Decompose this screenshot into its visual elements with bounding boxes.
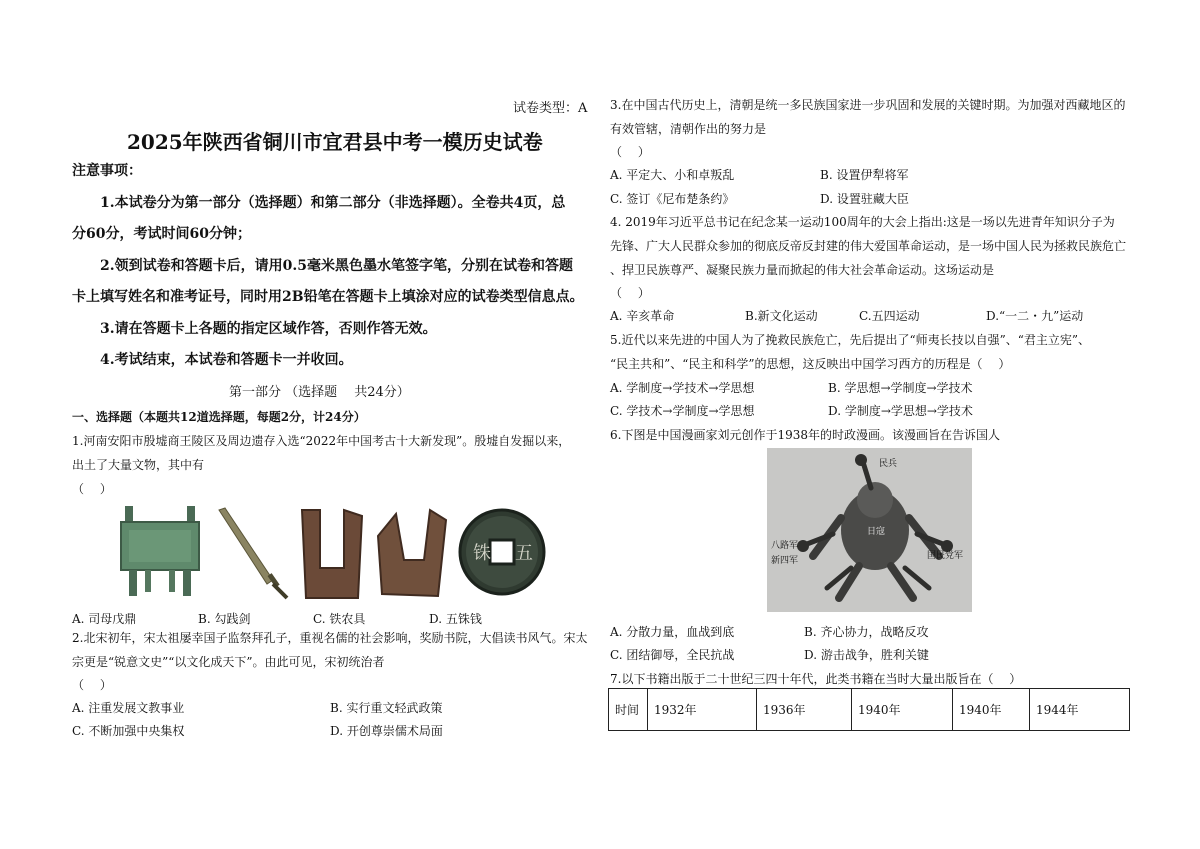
q5-line-2: “民主共和”、“民主和科学”的思想，这反映出中国学习西方的历程是（ ） xyxy=(610,357,1011,371)
iron-tool-1-image xyxy=(296,506,368,602)
q6-option-b: B. 齐心协力，战略反攻 xyxy=(804,625,929,639)
q3-answer-blank: （ ） xyxy=(610,145,650,159)
q4-option-d: D.“一二・九”运动 xyxy=(986,309,1084,323)
q4-line-2: 先锋、广大人民群众参加的彻底反帝反封建的伟大爱国革命运动，是一场中国人民为拯救民族危亡 xyxy=(610,239,1127,253)
q1-option-b: B. 勾践剑 xyxy=(198,612,251,626)
q1-line-1: 1.河南安阳市殷墟商王陵区及周边遗存入选“2022年中国考古十大新发现”。殷墟自发掘以来， xyxy=(72,434,571,448)
q3-line-1: 3.在中国古代历史上，清朝是统一多民族国家进一步巩固和发展的关键时期。为加强对西藏地区的 xyxy=(610,98,1126,112)
q6-option-c: C. 团结御辱，全民抗战 xyxy=(610,648,735,662)
q5-option-d: D. 学制度→学思想→学技术 xyxy=(828,404,973,418)
iron-tool-2-image xyxy=(374,506,450,602)
q5-option-b: B. 学思想→学制度→学技术 xyxy=(828,381,973,395)
ding-image xyxy=(117,504,203,600)
q1-option-a: A. 司母戊鼎 xyxy=(72,612,137,626)
paper-type-label: 试卷类型：A xyxy=(513,101,588,116)
q2-option-c: C. 不断加强中央集权 xyxy=(72,724,185,738)
table-cell: 1944年 xyxy=(1030,689,1130,731)
q6-option-d: D. 游击战争，胜利关键 xyxy=(804,648,929,662)
q1-option-c: C. 铁农具 xyxy=(313,612,366,626)
q3-option-a: A. 平定大、小和卓叛乱 xyxy=(610,168,735,182)
q1-line-2: 出土了大量文物，其中有 xyxy=(72,458,205,472)
q4-option-c: C.五四运动 xyxy=(859,309,920,323)
q7-line-1: 7.以下书籍出版于二十世纪三四十年代，此类书籍在当时大量出版旨在（ ） xyxy=(610,672,1022,686)
q4-answer-blank: （ ） xyxy=(610,286,650,300)
q1-option-d: D. 五铢钱 xyxy=(429,612,482,626)
q2-option-b: B. 实行重文轻武政策 xyxy=(330,701,443,715)
notice-line-2: 分60分，考试时间60分钟； xyxy=(72,226,251,242)
table-cell-header: 时间 xyxy=(609,689,648,731)
table-row xyxy=(609,689,1130,731)
q6-line-1: 6.下图是中国漫画家刘元创作于1938年的时政漫画。该漫画旨在告诉国人 xyxy=(610,428,1000,442)
q4-option-b: B.新文化运动 xyxy=(745,309,818,323)
notice-line-5: 3.请在答题卡上各题的指定区域作答，否则作答无效。 xyxy=(100,321,437,337)
q2-option-a: A. 注重发展文教事业 xyxy=(72,701,185,715)
table-cell: 1940年 xyxy=(953,689,1030,731)
q2-line-2: 宗更是“锐意文史”“以文化成天下”。由此可见，宋初统治者 xyxy=(72,655,385,669)
notice-heading: 注意事项： xyxy=(72,163,142,179)
q2-line-1: 2.北宋初年，宋太祖屡幸国子监祭拜孔子，重视名儒的社会影响，奖励书院，大倡读书风气。宋太 xyxy=(72,631,588,645)
sword-image xyxy=(213,506,293,600)
q5-option-a: A. 学制度→学技术→学思想 xyxy=(610,381,755,395)
political-cartoon-image xyxy=(767,448,972,612)
part1-heading: 第一部分 （选择题 共24分） xyxy=(229,385,410,400)
coin-char-left: 铢 xyxy=(473,543,491,564)
q3-option-c: C. 签订《尼布楚条约》 xyxy=(610,192,735,206)
table-cell: 1932年 xyxy=(648,689,757,731)
cartoon-label-enemy: 日寇 xyxy=(867,527,886,537)
page-title: 2025年陕西省铜川市宜君县中考一模历史试卷 xyxy=(127,130,543,154)
q3-line-2: 有效管辖，清朝作出的努力是 xyxy=(610,122,767,136)
q5-option-c: C. 学技术→学制度→学思想 xyxy=(610,404,755,418)
section-heading: 一、选择题（本题共12道选择题，每题2分，计24分） xyxy=(72,410,366,424)
wuzhu-coin-image xyxy=(457,502,547,606)
q4-option-a: A. 辛亥革命 xyxy=(610,309,675,323)
cartoon-label-new-fourth-army: 新四军 xyxy=(771,556,799,566)
cartoon-label-kmt-army: 国民党军 xyxy=(927,551,964,561)
q5-line-1: 5.近代以来先进的中国人为了挽救民族危亡，先后提出了“师夷长技以自强”、“君主立宪”、 xyxy=(610,333,1090,347)
table-cell: 1940年 xyxy=(852,689,953,731)
q1-answer-blank: （ ） xyxy=(72,482,112,496)
q4-line-3: 、捍卫民族尊严、凝聚民族力量而掀起的伟大社会革命运动。这场运动是 xyxy=(610,263,995,277)
q6-option-a: A. 分散力量，血战到底 xyxy=(610,625,735,639)
notice-line-6: 4.考试结束，本试卷和答题卡一并收回。 xyxy=(100,352,353,368)
cartoon-label-eighth-route-army: 八路军 xyxy=(771,541,799,551)
cartoon-label-militia: 民兵 xyxy=(879,459,898,469)
notice-line-1: 1.本试卷分为第一部分（选择题）和第二部分（非选择题）。全卷共4页，总 xyxy=(100,195,566,211)
table-cell: 1936年 xyxy=(757,689,852,731)
publication-time-table xyxy=(608,688,1130,731)
q2-option-d: D. 开创尊崇儒术局面 xyxy=(330,724,443,738)
q4-line-1: 4. 2019年习近平总书记在纪念某一运动100周年的大会上指出:这是一场以先进青年知识分子为 xyxy=(610,215,1115,229)
q3-option-b: B. 设置伊犁将军 xyxy=(820,168,909,182)
q3-option-d: D. 设置驻藏大臣 xyxy=(820,192,909,206)
notice-line-4: 卡上填写姓名和准考证号，同时用2B铅笔在答题卡上填涂对应的试卷类型信息点。 xyxy=(72,289,584,305)
q2-answer-blank: （ ） xyxy=(72,678,112,692)
notice-line-3: 2.领到试卷和答题卡后，请用0.5毫米黑色墨水笔签字笔，分别在试卷和答题 xyxy=(100,258,573,274)
coin-char-right: 五 xyxy=(515,543,533,564)
